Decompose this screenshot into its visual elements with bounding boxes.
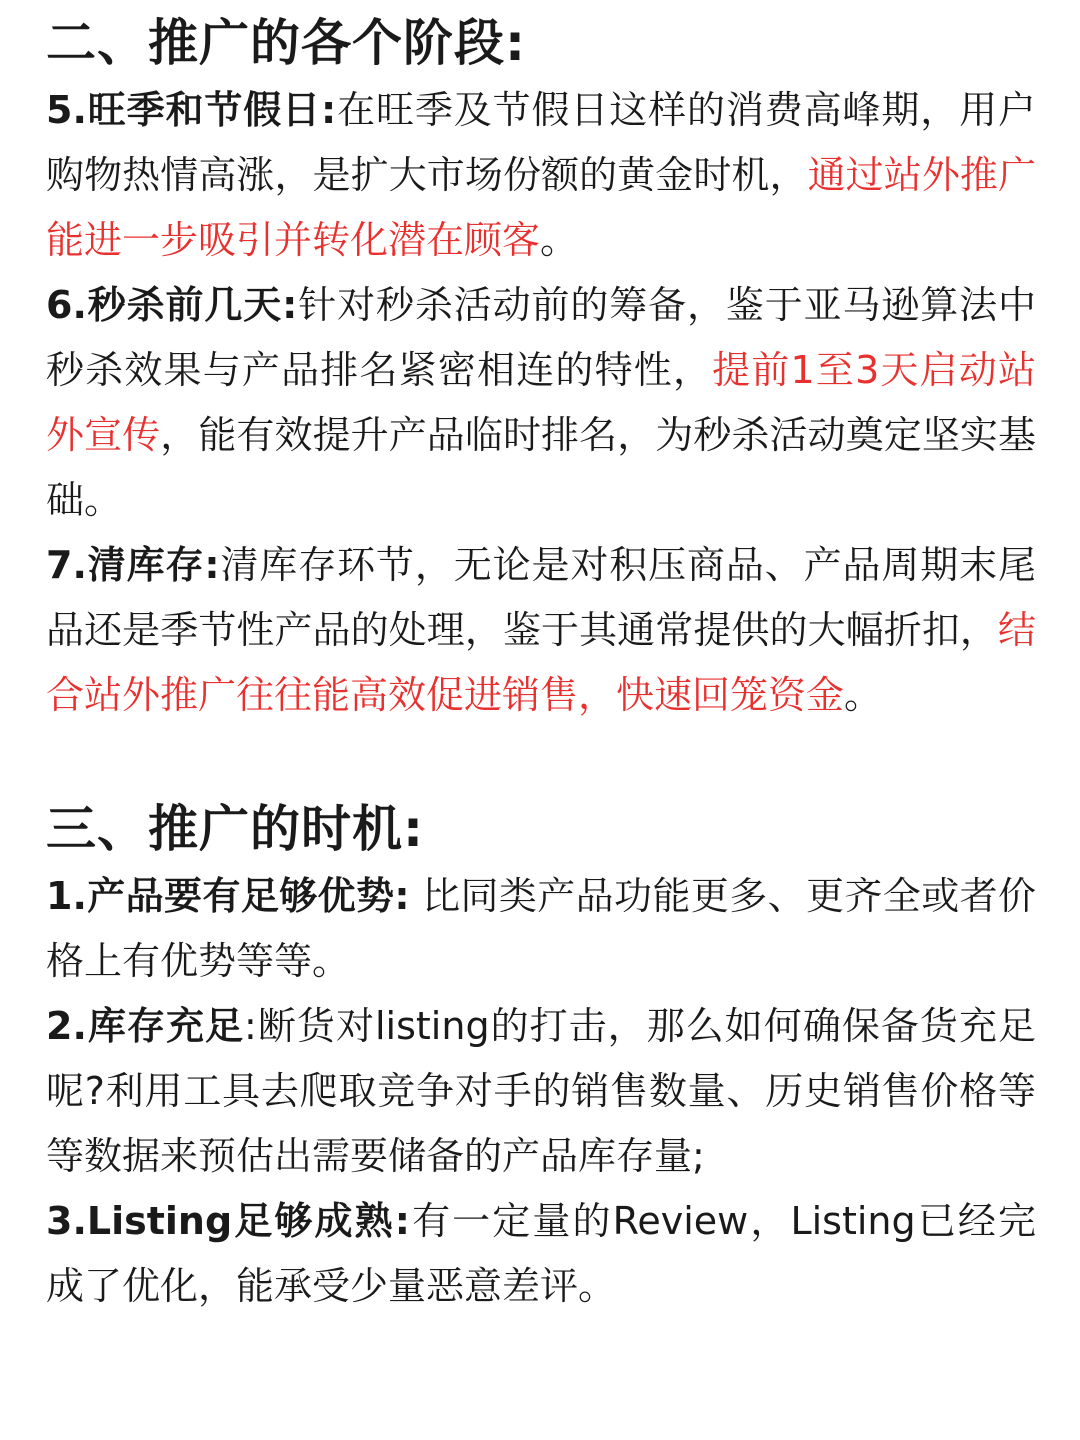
- stage-item-7: [46, 533, 1036, 728]
- section3-title: 三、推广的时机:: [46, 800, 424, 858]
- section2-title: 二、推广的各个阶段:: [46, 14, 526, 72]
- stage-item-5-end: 。: [540, 218, 579, 262]
- stage-item-6-colon: :: [282, 283, 298, 327]
- article: [46, 0, 1036, 1319]
- timing-item-3-colon: :: [394, 1199, 410, 1243]
- timing-item-1-colon: :: [394, 874, 410, 918]
- timing-item-3-label: 3.Listing足够成熟: [46, 1199, 395, 1243]
- stage-item-6-label: 6.秒杀前几天: [46, 283, 283, 327]
- stage-item-5: [46, 78, 1036, 273]
- stage-item-7-highlight: 结合站外推广往往能高效促进销售，快速回笼资金: [46, 608, 1036, 717]
- timing-item-2-label: 2.库存充足: [46, 1004, 245, 1048]
- stage-item-5-highlight: 通过站外推广能进一步吸引并转化潜在顾客: [46, 153, 1036, 262]
- stage-item-7-text: 清库存环节，无论是对积压商品、产品周期末尾品还是季节性产品的处理，鉴于其通常提供的大幅折扣，: [46, 543, 1036, 652]
- stage-item-6-highlight: 提前1至3天启动站外宣传: [46, 348, 1036, 457]
- timing-item-2-text: 断货对listing的打击，那么如何确保备货充足呢?利用工具去爬取竞争对手的销售数量、历史销售价格等等数据来预估出需要储备的产品库存量;: [46, 1004, 1036, 1178]
- stage-item-5-colon: :: [321, 88, 337, 132]
- timing-item-2: [46, 994, 1036, 1189]
- stage-item-7-label: 7.清库存: [46, 543, 205, 587]
- timing-item-3-text: 有一定量的Review，Listing已经完成了优化，能承受少量恶意差评。: [46, 1199, 1036, 1308]
- stage-item-7-end: 。: [844, 673, 883, 717]
- timing-item-1-text: 比同类产品功能更多、更齐全或者价格上有优势等等。: [46, 874, 1036, 983]
- stage-item-5-text: 在旺季及节假日这样的消费高峰期，用户购物热情高涨，是扩大市场份额的黄金时机，: [46, 88, 1036, 197]
- timing-item-3: [46, 1189, 1036, 1319]
- timing-item-2-colon: :: [244, 1004, 257, 1048]
- stage-item-6-end: ，能有效提升产品临时排名，为秒杀活动奠定坚实基础。: [46, 413, 1036, 522]
- stage-item-5-label: 5.旺季和节假日: [46, 88, 322, 132]
- stage-item-6: [46, 273, 1036, 533]
- stage-item-7-colon: :: [204, 543, 220, 587]
- timing-item-1: [46, 864, 1036, 994]
- timing-item-1-label: 1.产品要有足够优势: [46, 874, 395, 918]
- stage-item-6-text: 针对秒杀活动前的筹备，鉴于亚马逊算法中秒杀效果与产品排名紧密相连的特性，: [46, 283, 1036, 392]
